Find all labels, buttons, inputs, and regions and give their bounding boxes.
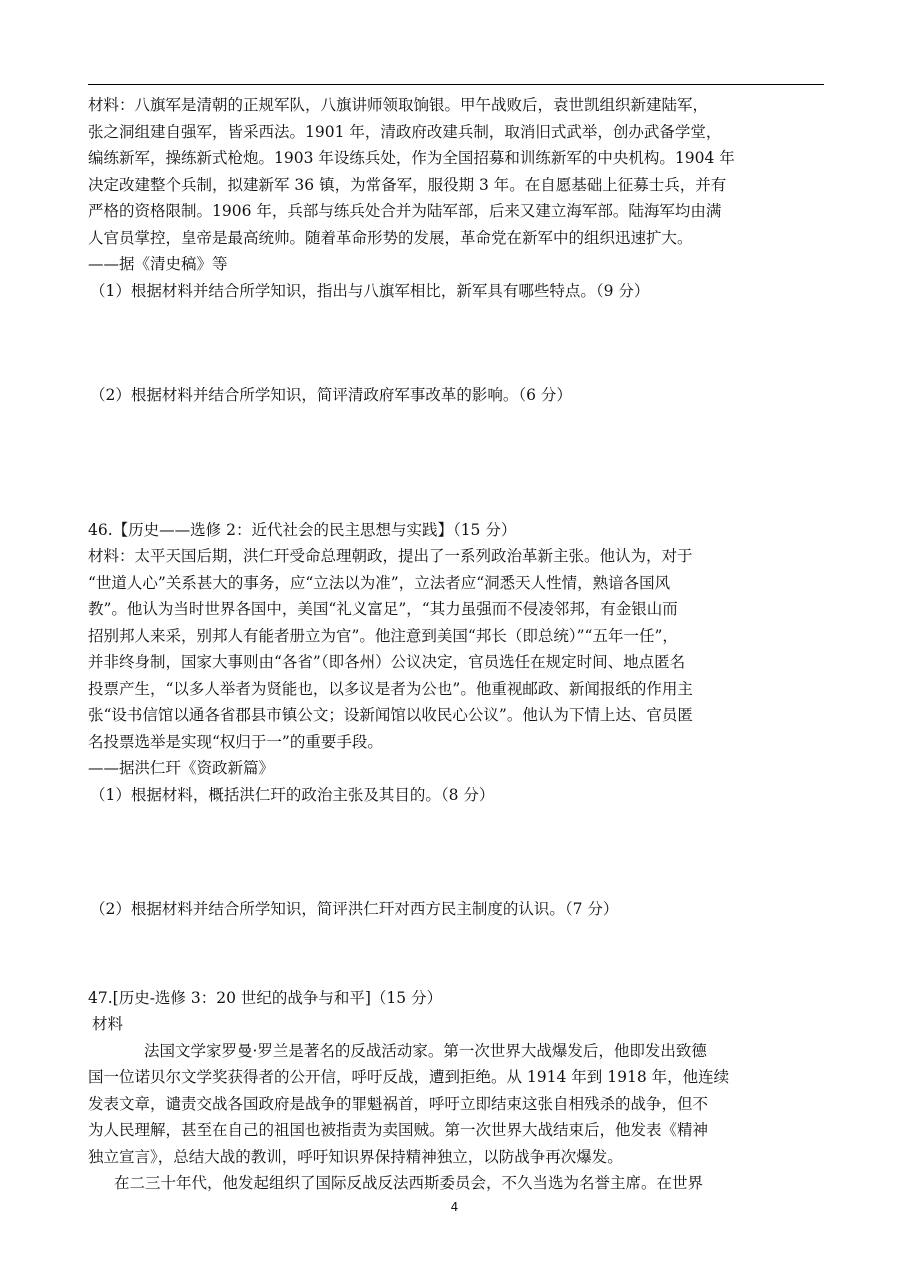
section-46-heading: 46.【历史——选修 2：近代社会的民主思想与实践】（15 分）: [88, 520, 517, 539]
material-line: 独立宣言》，总结大战的教训，呼吁知识界保持精神独立，以防战争再次爆发。: [88, 1147, 623, 1166]
section-46-material: [88, 543, 828, 782]
answer-space: [88, 923, 828, 985]
answer-space: [88, 409, 828, 517]
material-line: 材料：八旗军是清朝的正规军队，八旗讲师领取饷银。甲午战败后，袁世凯组织新建陆军，: [88, 96, 709, 114]
question-46-1: （1）根据材料，概括洪仁玕的政治主张及其目的。（8 分）: [90, 785, 495, 804]
material-line: 张之洞组建自强军，皆采西法。1901 年，清政府改建兵制，取消旧式武举，创办武备学堂，: [88, 122, 722, 141]
answer-space: [88, 304, 828, 382]
material-line: 编练新军，操练新式枪炮。1903 年设练兵处，作为全国招募和训练新军的中央机构。1904 年: [88, 149, 735, 167]
material-line: 人官员掌控，皇帝是最高统帅。随着革命形势的发展，革命党在新军中的组织迅速扩大。: [88, 228, 693, 247]
source-citation: ——据《清史稿》等: [88, 255, 228, 273]
material-line: 发表文章，谴责交战各国政府是战争的罪魁祸首，呼吁立即结束这张自相残杀的战争，但不: [88, 1094, 709, 1113]
material-line: 并非终身制，国家大事则由“各省”（即各州）公议决定，官员选任在规定时间、地点匿名: [88, 653, 686, 671]
material-line: “世道人心”关系甚大的事务，应“立法以为准”，立法者应“洞悉天人性情，熟谙各国风: [88, 573, 671, 592]
material-line: 严格的资格限制。1906 年，兵部与练兵处合并为陆军部，后来又建立海军部。陆海军均由满: [88, 202, 722, 220]
header-rule: [88, 84, 824, 85]
question-46-2: （2）根据材料并结合所学知识，简评洪仁玕对西方民主制度的认识。（7 分）: [90, 900, 619, 918]
material-line: 国一位诺贝尔文学奖获得者的公开信，呼吁反战，遭到拒绝。从 1914 年到 1918 年，他连续: [88, 1068, 730, 1086]
material-line: 教”。他认为当时世界各国中，美国“礼义富足”，“其力虽强而不侵凌邻邦，有金银山而: [88, 600, 678, 618]
material-line: 投票产生，“以多人举者为贤能也，以多议是者为公也”。他重视邮政、新闻报纸的作用主: [88, 679, 693, 698]
material-line: 材料：太平天国后期，洪仁玕受命总理朝政，提出了一系列政治革新主张。他认为，对于: [88, 547, 693, 565]
page-content: [88, 92, 828, 1197]
material-line: 法国文学家罗曼·罗兰是著名的反战活动家。第一次世界大战爆发后，他即发出致德: [144, 1041, 707, 1060]
material-line: 决定改建整个兵制，拟建新军 36 镇，为常备军，服役期 3 年。在自愿基础上征募士兵，并有: [88, 175, 727, 194]
material-label: 材料: [92, 1015, 124, 1033]
section-47-material: [88, 1038, 828, 1197]
source-citation: ——据洪仁玕《资政新篇》: [88, 759, 275, 777]
material-line: 为人民理解，甚至在自己的祖国也被指责为卖国贼。第一次世界大战结束后，他发表《精神: [88, 1121, 709, 1139]
section-47-heading: 47.[历史-选修 3：20 世纪的战争与和平]（15 分）: [88, 988, 443, 1007]
answer-space: [88, 808, 828, 896]
page-number: 4: [450, 1200, 459, 1214]
material-line: 招别邦人来采，别邦人有能者册立为官”。他注意到美国“邦长（即总统）”“五年一任”，: [88, 626, 678, 645]
question-45-1: （1）根据材料并结合所学知识，指出与八旗军相比，新军具有哪些特点。（9 分）: [90, 281, 650, 300]
question-45-2: （2）根据材料并结合所学知识，简评清政府军事改革的影响。（6 分）: [90, 386, 572, 404]
material-line: 张“设书信馆以通各省郡县市镇公文；设新闻馆以收民心公议”。他认为下情上达、官员匿: [88, 706, 693, 724]
material-line: 在二三十年代，他发起组织了国际反战反法西斯委员会，不久当选为名誉主席。在世界: [114, 1174, 704, 1192]
section-45-material: [88, 92, 828, 278]
material-line: 名投票选举是实现“权归于一”的重要手段。: [88, 732, 383, 751]
